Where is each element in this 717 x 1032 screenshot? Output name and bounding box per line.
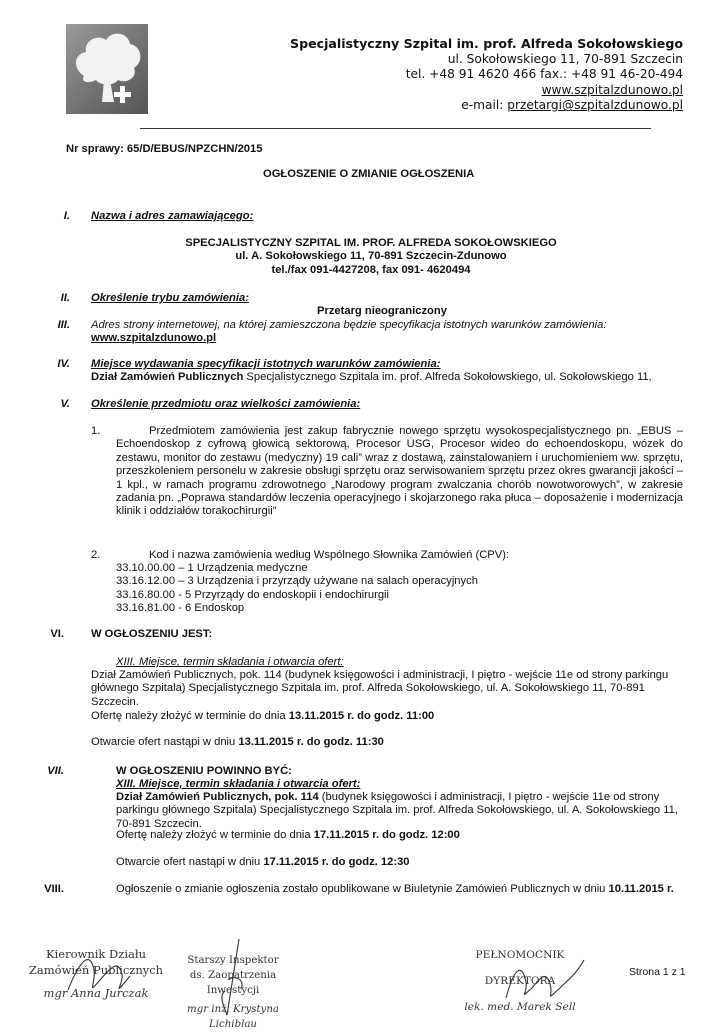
opening-mid: do godz.	[328, 856, 381, 868]
signature-3-name: lek. med. Marek Sell	[464, 1001, 576, 1013]
section-6-place: Dział Zamówień Publicznych, pok. 114 (budynek księgowości i administracji, I piętro - wejście 11e od strony parkingu głównego Szpitala) Specjalistycznego Szpitala im. prof. Alfreda Sokołowskiego, ul. A. Sokołowskiego 11, 70-891 Szczecin.	[91, 669, 669, 708]
org-address: ul. Sokołowskiego 11, 70-891 Szczecin	[447, 51, 683, 66]
section-2-title: Określenie trybu zamówienia:	[91, 292, 249, 304]
signature-scribble-2	[205, 935, 265, 1020]
contracting-authority-phone: tel./fax 091-4427208, fax 091- 4620494	[271, 263, 471, 276]
opening-prefix: Otwarcie ofert nastąpi w dniu	[91, 736, 239, 748]
signature-scribble-3	[500, 948, 590, 1008]
item-2-number: 2.	[91, 549, 101, 561]
section-8-number: VIII.	[44, 883, 64, 895]
signature-1-title: Kierownik Działu	[46, 947, 146, 961]
contracting-authority-address: ul. A. Sokołowskiego 11, 70-891 Szczecin-Zdunowo	[235, 250, 507, 263]
deadline-date: 17.11.2015 r.	[313, 829, 380, 841]
opening-date: 17.11.2015 r.	[263, 856, 329, 868]
item-1-number: 1.	[91, 425, 101, 437]
section-6-number: VI.	[50, 628, 64, 640]
section-6-title: W OGŁOSZENIU JEST:	[91, 628, 213, 640]
section-1-body	[91, 237, 651, 277]
section-7-place-dept: Dział Zamówień Publicznych, pok. 114	[116, 791, 319, 803]
section-4-rest: Specjalistycznego Szpitala im. prof. Alfreda Sokołowskiego, ul. Sokołowskiego 11,	[243, 371, 652, 383]
publication-date: 10.11.2015 r.	[608, 883, 674, 895]
section-5-number: V.	[60, 398, 70, 410]
opening-time: 11:30	[355, 736, 384, 748]
org-email-line	[290, 98, 683, 114]
cpv-code: 33.16.12.00 – 3 Urządzenia i przyrządy używane na salach operacyjnych	[116, 575, 478, 588]
case-number: Nr sprawy: 65/D/EBUS/NPZCHN/2015	[66, 143, 263, 155]
section-6-opening	[91, 736, 384, 749]
cpv-code: 33.10.00.00 – 1 Urządzenia medyczne	[116, 562, 308, 574]
email-label: e-mail:	[461, 98, 508, 113]
section-7-opening	[116, 856, 410, 869]
org-name: Specjalistyczny Szpital im. prof. Alfreda Sokołowskiego	[290, 36, 683, 51]
section-7-place	[116, 791, 687, 831]
org-phone: tel. +48 91 4620 466 fax.: +48 91 46-20-494	[405, 67, 683, 82]
document-title: OGŁOSZENIE O ZMIANIE OGŁOSZENIA	[263, 168, 475, 180]
section-7-title: W OGŁOSZENIU POWINNO BYĆ:	[116, 765, 292, 777]
item-1-text: Przedmiotem zamówienia jest zakup fabrycznie nowego sprzętu wysokospecjalistycznego pn. „EBUS – Echoendoskop z cyfrową głowicą sektorową, Procesor USG, Procesor wideo do echoendoskopu, wózek do zestawu, monitor do zestawu (medyczny) 19 cali” wraz z dostawą, zainstalowaniem i uruchomieniem ww. sprzętu, przeszkoleniem personelu w zakresie obsługi sprzętu oraz serwisowaniem sprzętu przez okres gwarancji jakości – 1 kpl., w ramach programu zdrowotnego „Narodowy program zwalczania chorób nowotworowych”, w zakresie zadania pn. „Poprawa standardów leczenia operacyjnego i skojarzonego raka płuca – doposażenie i modernizacja klinik i oddziałów torakochirurgii”	[116, 425, 683, 518]
contracting-authority-name: SPECJALISTYCZNY SZPITAL IM. PROF. ALFREDA SOKOŁOWSKIEGO	[185, 237, 557, 249]
deadline-time: 11:00	[406, 710, 435, 722]
specification-url[interactable]: www.szpitalzdunowo.pl	[91, 332, 217, 344]
signature-scribble-1	[60, 940, 140, 1010]
publication-text: Ogłoszenie o zmianie ogłoszenia zostało opublikowane w Biuletynie Zamówień Publicznych w dniu	[116, 883, 609, 895]
section-8-text	[116, 883, 683, 896]
signature-2-name: mgr inż. Krystyna Lichiblau	[187, 1004, 279, 1030]
header-divider	[140, 128, 651, 129]
signature-2-dept: ds. Zaopatrzenia Inwestycji	[189, 970, 277, 996]
section-4-title: Miejsce wydawania specyfikacji istotnych warunków zamówienia:	[91, 358, 441, 370]
section-7-subtitle: XIII. Miejsce, termin składania i otwarcia ofert:	[116, 778, 361, 790]
tree-cross-icon	[66, 24, 148, 114]
section-1-title: Nazwa i adres zamawiającego:	[91, 210, 254, 222]
section-2-number: II.	[60, 292, 70, 304]
signature-2-title: Starszy Inspektor	[187, 955, 279, 966]
letterhead	[290, 36, 683, 114]
signature-1-name: mgr Anna Jurczak	[43, 986, 149, 1000]
section-6-subtitle: XIII. Miejsce, termin składania i otwarcia ofert:	[116, 656, 344, 668]
section-4-text	[91, 371, 691, 384]
opening-time: 12:30	[380, 856, 410, 868]
opening-prefix: Otwarcie ofert nastąpi w dniu	[116, 856, 264, 868]
section-3-text: Adres strony internetowej, na której zamieszczona będzie specyfikacja istotnych warunków zamówienia:	[91, 319, 607, 331]
cpv-code: 33.16.81.00 - 6 Endoskop	[116, 602, 245, 615]
org-email-link[interactable]: przetargi@szpitalzdunowo.pl	[507, 98, 683, 113]
deadline-prefix: Ofertę należy złożyć w terminie do dnia	[116, 829, 314, 841]
section-3-number: III.	[57, 319, 70, 331]
page-number: Strona 1 z 1	[629, 966, 686, 978]
section-7-place-rest: (budynek księgowości i administracji, I piętro - wejście 11e od strony parkingu głównego Szpitala) Specjalistycznego Szpitala im. prof. Alfreda Sokołowskiego, ul. A. Sokołowskiego 11, 70-891 Szczecin.	[116, 791, 678, 830]
cpv-code: 33.16.80.00 - 5 Przyrządy do endoskopii i endochirurgii	[116, 588, 390, 601]
section-4-dept: Dział Zamówień Publicznych	[91, 371, 244, 383]
section-7-deadline	[116, 829, 460, 842]
cpv-list	[116, 562, 478, 616]
signature-3-title: PEŁNOMOCNIK DYREKTORA	[475, 949, 565, 987]
opening-date: 13.11.2015 r.	[238, 736, 304, 748]
org-website-link[interactable]: www.szpitalzdunowo.pl	[541, 82, 683, 97]
section-1-number: I.	[63, 210, 70, 222]
hospital-logo	[66, 24, 148, 114]
opening-mid: do godz.	[303, 736, 356, 748]
deadline-mid: do godz.	[354, 710, 407, 722]
section-6-deadline	[91, 710, 434, 723]
deadline-time: 12:00	[431, 829, 460, 841]
signature-1-dept: Zamówień Publicznych	[28, 963, 164, 977]
deadline-date: 13.11.2015 r.	[288, 710, 355, 722]
procurement-mode: Przetarg nieograniczony	[317, 305, 447, 317]
section-4-number: IV.	[57, 358, 70, 370]
item-2-title: Kod i nazwa zamówienia według Wspólnego Słownika Zamówień (CPV):	[149, 549, 510, 561]
deadline-prefix: Ofertę należy złożyć w terminie do dnia	[91, 710, 289, 722]
deadline-mid: do godz.	[379, 829, 432, 841]
section-5-title: Określenie przedmiotu oraz wielkości zamówienia:	[91, 398, 361, 410]
section-7-number: VII.	[47, 765, 64, 777]
